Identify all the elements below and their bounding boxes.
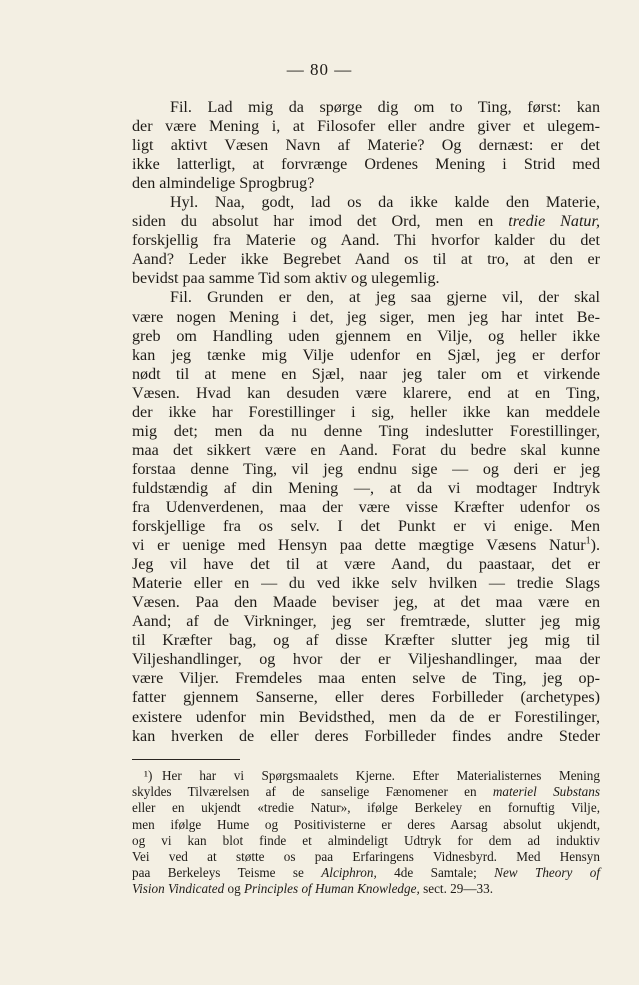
text-line: ligt aktivt Væsen Navn af Materie? Og dernæst: er det [132, 137, 600, 155]
italic-text: Vision Vindicated [132, 881, 225, 897]
text-run: siden du absolut har imod det Ord, men en [132, 213, 509, 231]
footnote-line [132, 768, 600, 784]
text-line: kan hverken de eller deres Forbilleder findes andre Steder [132, 727, 600, 745]
italic-text: tredie Natur, [508, 213, 600, 231]
text-run: ). [590, 537, 600, 555]
text-line: være nogen Mening i det, jeg siger, men jeg har intet Be- [132, 308, 600, 326]
footnote-line [132, 849, 600, 865]
text-run: eller en ukjendt «tredie Natur», ifølge Berkeley en fornuftig Vilje, [132, 800, 600, 816]
text-line: Væsen. Hvad kan desuden være klarere, end at en Ting, [132, 384, 600, 402]
italic-text: New Theory of [494, 865, 600, 881]
main-text [132, 98, 600, 746]
text-line: ikke latterligt, at forvrænge Ordenes Mening i Strid med [132, 156, 600, 174]
text-run: vi er uenige med Hensyn paa dette mægtige Væsens Natur [132, 537, 586, 555]
footnote-line [132, 817, 600, 833]
text-line: forskjellig fra Materie og Aand. Thi hvorfor kalder du det [132, 232, 600, 250]
text-line: forstaa denne Ting, vil jeg endnu sige — og deri er jeg [132, 460, 600, 478]
text-run: skyldes Tilværelsen af de sanselige Fænomener en [132, 784, 493, 800]
text-line: Viljeshandlinger, og hvor der er Viljeshandlinger, maa der [132, 651, 600, 669]
footnote-marker: ¹) [144, 768, 153, 783]
text-line: Aand; af de Virkninger, jeg ser fremtræde, slutter jeg mig [132, 613, 600, 631]
footnote-reference: 1 [585, 535, 591, 547]
text-line: Væsen. Paa den Maade beviser jeg, at det maa være en [132, 594, 600, 612]
text-line: mig det; men da nu denne Ting indeslutter Forestillinger, [132, 422, 600, 440]
text-line: være Viljer. Fremdeles maa enten selve de Ting, jeg op- [132, 670, 600, 688]
text-run: og [224, 881, 244, 897]
text-run: og vi kan blot finde et almindeligt Udtryk for dem ad induktiv [132, 832, 600, 848]
text-line: Fil. Lad mig da spørge dig om to Ting, først: kan [170, 99, 600, 116]
footnote-line [132, 784, 600, 800]
text-line: den almindelige Sprogbrug? [132, 175, 315, 193]
text-run: men ifølge Hume og Positivisterne er deres Aarsag absolut ukjendt, [132, 816, 600, 832]
text-line: Hyl. Naa, godt, lad os da ikke kalde den Materie, [170, 194, 600, 212]
text-line: Fil. Grunden er den, at jeg saa gjerne vil, der skal [170, 289, 600, 307]
text-line: maa det sikkert være en Aand. Forat du bedre skal kunne [132, 441, 600, 459]
text-run: 4de Samtale; [376, 865, 495, 881]
text-run: Her har vi Spørgsmaalets Kjerne. Efter Materialisternes Mening [162, 768, 600, 783]
footnote-line [132, 881, 600, 897]
text-line: nødt til at mene en Sjæl, naar jeg taler om et virkende [132, 365, 600, 383]
text-line: der ikke har Forestillinger i sig, heller ikke kan meddele [132, 403, 600, 421]
text-line: Aand? Leder ikke Begrebet Aand os til at tro, at den er [132, 251, 600, 269]
footnote-line [132, 833, 600, 849]
text-line: til Kræfter bag, og af disse Kræfter slutter jeg mig til [132, 632, 600, 650]
text-line: Materie eller en — du ved ikke selv hvilken — tredie Slags [132, 575, 600, 593]
footnote [132, 768, 600, 898]
text-run: paa Berkeleys Teisme se [132, 865, 322, 881]
text-line: der være Mening i, at Filosofer eller andre giver et ulegem- [132, 118, 600, 136]
text-line: existere udenfor min Bevidsthed, men da de er Forestilinger, [132, 708, 600, 726]
italic-text: materiel Substans [492, 784, 600, 800]
italic-text: Principles of Human Knowledge, [243, 881, 420, 897]
footnote-line [132, 800, 600, 816]
page-number: — 80 — [286, 60, 353, 79]
text-line: fuldstændig af din Mening —, at da vi modtager Indtryk [132, 479, 600, 497]
text-line: greb om Handling uden gjennem en Vilje, og heller ikke [132, 327, 600, 345]
text-line: Jeg vil have det til at være Aand, du paastaar, det er [132, 556, 600, 574]
footnote-rule [132, 759, 240, 760]
text-line: fatter gjennem Sanserne, eller deres Forbilleder (archetypes) [132, 689, 600, 707]
text-line [132, 212, 600, 231]
text-line [132, 536, 600, 555]
text-line: bevidst paa samme Tid som aktiv og ulegemlig. [132, 270, 440, 288]
text-line: forskjellige fra os selv. I det Punkt er vi enige. Men [132, 518, 600, 536]
text-line: kan jeg tænke mig Vilje udenfor en Sjæl, jeg er derfor [132, 346, 600, 364]
footnote-line [132, 865, 600, 881]
text-line: fra Udenverdenen, maa der være visse Kræfter udenfor os [132, 498, 600, 516]
text-run: sect. 29—33. [419, 881, 494, 897]
italic-text: Alciphron, [321, 865, 377, 881]
text-run: Vei ved at støtte os paa Erfaringens Vidnesbyrd. Med Hensyn [132, 848, 600, 864]
